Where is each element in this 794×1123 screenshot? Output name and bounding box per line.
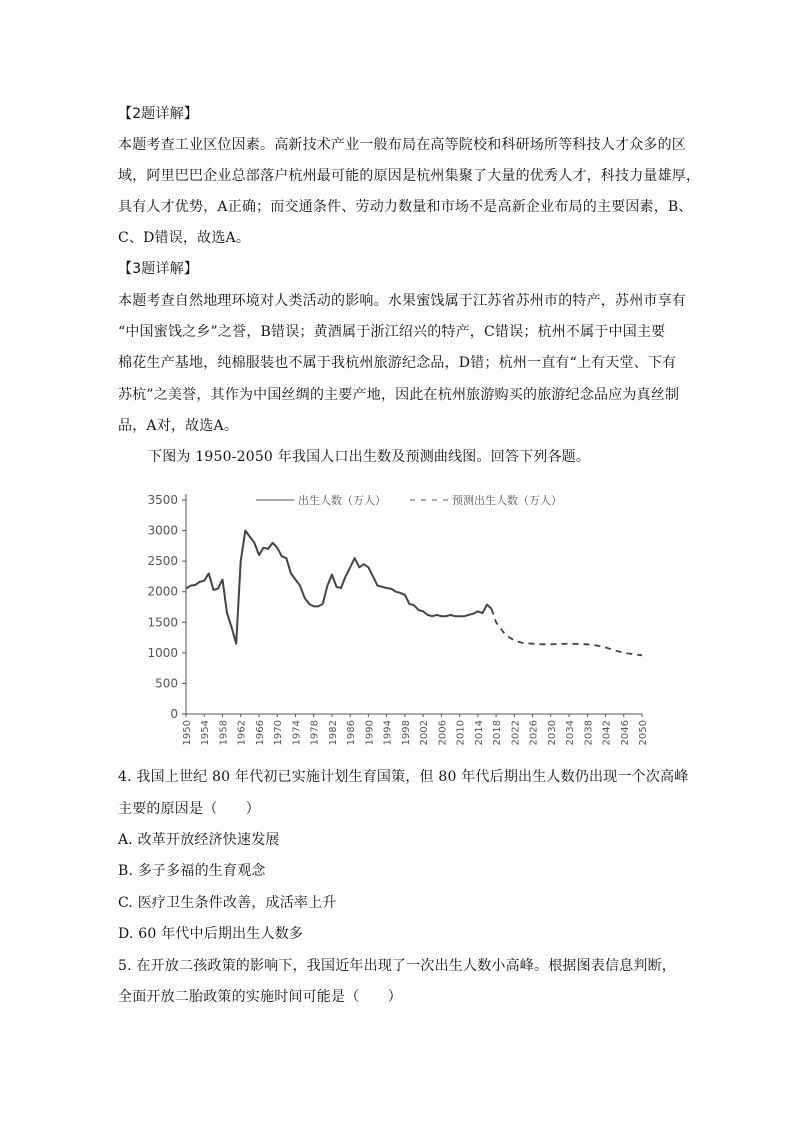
x-tick-label: 1994 — [382, 720, 394, 746]
question-5-stem: 全面开放二胎政策的实施时间可能是（ ） — [118, 989, 402, 1005]
section2-text-line: 具有人才优势，A正确；而交通条件、劳动力数量和市场不是高新企业布局的主要因素，B、 — [118, 199, 693, 215]
series-line-forecast — [492, 609, 643, 656]
x-tick-label: 1950 — [182, 720, 193, 746]
x-tick-label: 2018 — [492, 720, 504, 746]
section3-text-line: 苏杭”之美誉，其作为中国丝绸的主要产地，因此在杭州旅游购买的旅游纪念品应为真丝制 — [118, 387, 680, 403]
x-tick-label: 2038 — [583, 720, 595, 746]
question-4-option-b: B. 多子多福的生育观念 — [118, 863, 266, 879]
y-tick-label: 3500 — [147, 493, 178, 507]
x-tick-label: 2026 — [528, 720, 540, 746]
y-tick-label: 2500 — [147, 554, 178, 569]
x-tick-label: 1970 — [273, 720, 285, 746]
question-4-stem: 4. 我国上世纪 80 年代初已实施计划生育国策，但 80 年代后期出生人数仍出现一个次高峰 — [118, 769, 689, 785]
legend-label: 出生人数（万人） — [298, 494, 386, 507]
x-tick-label: 1966 — [254, 720, 266, 746]
section2-text-line: 本题考查工业区位因素。高新技术产业一般布局在高等院校和科研场所等科技人才众多的区 — [118, 137, 686, 153]
x-tick-label: 1958 — [218, 720, 230, 746]
x-tick-label: 2046 — [619, 720, 631, 746]
section2-text-line: C、D错误，故选A。 — [118, 230, 251, 246]
y-tick-label: 2000 — [147, 584, 178, 599]
x-tick-label: 1986 — [346, 720, 358, 746]
x-tick-label: 2014 — [473, 720, 485, 746]
x-tick-label: 1998 — [400, 720, 412, 746]
x-tick-label: 2022 — [510, 720, 522, 746]
chart-legend — [256, 493, 562, 507]
x-tick-label: 1974 — [291, 720, 303, 746]
x-tick-label: 2050 — [638, 720, 649, 746]
series-line-actual — [186, 531, 492, 644]
y-tick-label: 3000 — [147, 523, 178, 538]
section3-heading: 【3题详解】 — [118, 261, 199, 277]
x-tick-label: 1954 — [200, 720, 212, 746]
section3-text-line: 棉花生产基地，纯棉服装也不属于我杭州旅游纪念品，D错；杭州一直有“上有天堂、下有 — [118, 355, 677, 371]
y-tick-label: 1500 — [147, 615, 178, 630]
x-tick-label: 2002 — [419, 720, 431, 746]
birth-population-chart — [140, 486, 660, 748]
y-axis — [147, 493, 186, 721]
x-tick-label: 2010 — [455, 720, 467, 746]
question-4-option-c: C. 医疗卫生条件改善，成活率上升 — [118, 895, 337, 911]
x-tick-label: 2042 — [601, 720, 613, 746]
chart-intro: 下图为 1950-2050 年我国人口出生数及预测曲线图。回答下列各题。 — [148, 449, 591, 465]
x-tick-label: 2034 — [565, 720, 577, 746]
y-tick-label: 0 — [170, 707, 178, 721]
section3-text-line: 品，A对，故选A。 — [118, 418, 239, 434]
question-5-stem: 5. 在开放二孩政策的影响下，我国近年出现了一次出生人数小高峰。根据图表信息判断， — [118, 958, 677, 974]
x-tick-label: 2030 — [546, 720, 558, 746]
x-axis — [182, 714, 649, 745]
question-4-option-d: D. 60 年代中后期出生人数多 — [118, 926, 304, 942]
plot-area — [186, 531, 642, 656]
x-tick-label: 1982 — [327, 720, 339, 746]
legend-label: 预测出生人数（万人） — [452, 494, 562, 507]
section3-text-line: “中国蜜饯之乡”之誉，B错误；黄酒属于浙江绍兴的特产，C错误；杭州不属于中国主要 — [118, 324, 666, 340]
section3-text-line: 本题考查自然地理环境对人类活动的影响。水果蜜饯属于江苏省苏州市的特产，苏州市享有 — [118, 293, 686, 309]
y-tick-label: 500 — [155, 676, 178, 691]
section2-text-line: 域，阿里巴巴企业总部落户杭州最可能的原因是杭州集聚了大量的优秀人才，科技力量雄厚， — [118, 168, 701, 184]
x-tick-label: 1978 — [309, 720, 321, 746]
question-4-stem: 主要的原因是（ ） — [118, 801, 260, 817]
y-tick-label: 1000 — [147, 645, 178, 660]
x-tick-label: 1990 — [364, 720, 376, 746]
x-tick-label: 2006 — [437, 720, 449, 746]
section2-heading: 【2题详解】 — [118, 106, 199, 122]
x-tick-label: 1962 — [236, 720, 248, 746]
question-4-option-a: A. 改革开放经济快速发展 — [118, 832, 280, 848]
